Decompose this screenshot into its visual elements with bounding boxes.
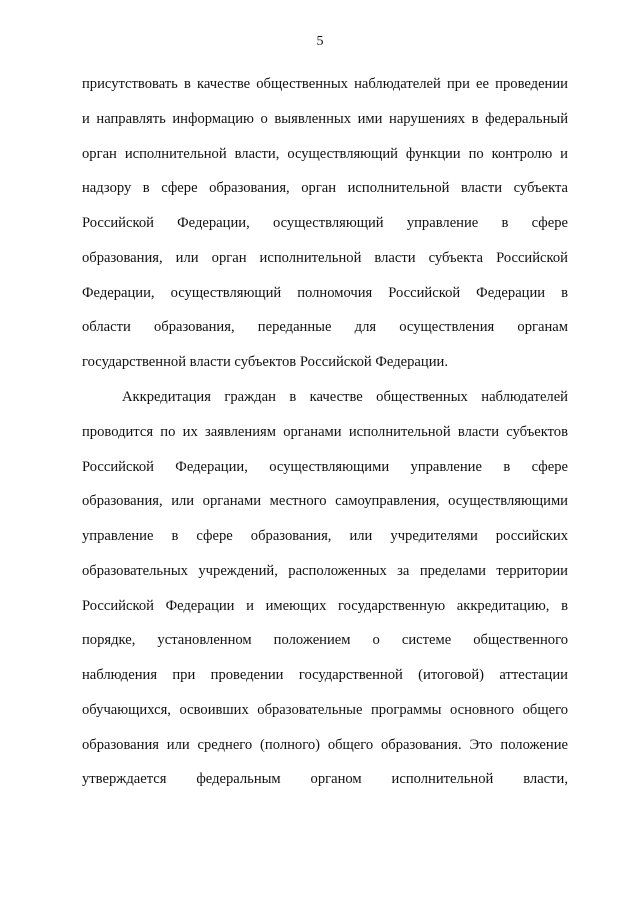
text-line: Федерации, осуществляющий полномочия Российской Федерации в bbox=[82, 284, 568, 301]
text-line: образования или среднего (полного) общего образования. Это положение bbox=[82, 736, 568, 753]
text-line-first: Аккредитация граждан в качестве общественных наблюдателей bbox=[122, 389, 568, 405]
text-line: надзору в сфере образования, орган исполнительной власти субъекта bbox=[82, 180, 568, 197]
text-line: проводится по их заявлениям органами исполнительной власти субъектов bbox=[82, 423, 568, 440]
text-line: образования, или орган исполнительной власти субъекта Российской bbox=[82, 249, 568, 266]
text-line: орган исполнительной власти, осуществляющий функции по контролю и bbox=[82, 145, 568, 162]
page-number: 5 bbox=[316, 34, 324, 49]
text-line: присутствовать в качестве общественных наблюдателей при ее проведении bbox=[82, 76, 568, 92]
text-line: образования, или органами местного самоуправления, осуществляющими bbox=[82, 493, 568, 510]
text-line: Российской Федерации, осуществляющими управление в сфере bbox=[82, 458, 568, 475]
text-line: государственной власти субъектов Российской Федерации. bbox=[82, 354, 448, 370]
text-line: Российской Федерации и имеющих государственную аккредитацию, в bbox=[82, 597, 568, 614]
text-line: Российской Федерации, осуществляющий управление в сфере bbox=[82, 215, 568, 231]
text-line: порядке, установленном положением о системе общественного bbox=[82, 632, 568, 649]
text-line: и направлять информацию о выявленных ими нарушениях в федеральный bbox=[82, 110, 568, 127]
text-line: наблюдения при проведении государственной (итоговой) аттестации bbox=[82, 667, 568, 683]
paragraph-continuation bbox=[82, 67, 568, 380]
text-line: управление в сфере образования, или учредителями российских bbox=[82, 528, 568, 544]
text-line: обучающихся, освоивших образовательные программы основного общего bbox=[82, 701, 568, 718]
paragraph-accreditation bbox=[82, 380, 568, 797]
text-line: образовательных учреждений, расположенных за пределами территории bbox=[82, 562, 568, 579]
text-line: утверждается федеральным органом исполнительной власти, bbox=[82, 771, 568, 788]
text-line: области образования, переданные для осуществления органам bbox=[82, 319, 568, 336]
